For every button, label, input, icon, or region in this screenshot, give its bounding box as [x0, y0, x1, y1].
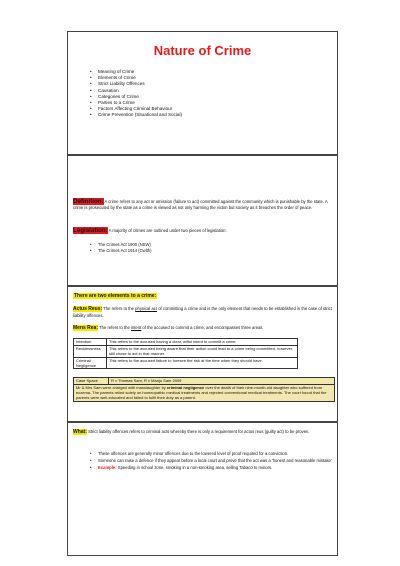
table-cell: Criminal Negligence [74, 357, 107, 369]
mens-rea-label: Mens Rea: [73, 325, 99, 331]
list-item: • Parties to a Crime [98, 100, 182, 106]
list-item: • These offences are generally minor offences due to the lowered level of proof required for a conviction. [98, 451, 334, 457]
legislation-label: Legislation: [73, 227, 108, 234]
table-cell: Recklessness [74, 345, 107, 357]
list-item: • Meaning of Crime [98, 69, 182, 75]
case-bold: criminal negligence [166, 385, 205, 391]
list-item: • Factors Affecting Criminal Behaviour [98, 106, 182, 112]
table-cell: This refers to the accused being aware that their action could lead to a crime being committed, however, still chose to act in that manner. [107, 345, 298, 357]
actus-text-end: of committing a crime and is the only element that needs to be established in the case of strict liability offences. [73, 306, 332, 318]
mens-text: The refers to the [99, 325, 131, 330]
case-study-table [73, 377, 335, 402]
table-row [74, 357, 298, 369]
definition-paragraph [73, 199, 333, 210]
list-item: • Causation [98, 88, 182, 94]
table-row [74, 378, 335, 385]
legislation-paragraph [73, 228, 333, 234]
mens-rea-paragraph [73, 325, 335, 332]
case-label: Case Space [74, 378, 109, 385]
table-row [74, 345, 298, 357]
slide-nature-of-crime [67, 31, 338, 155]
definition-label: Definition: [73, 198, 104, 205]
definition-text: A crime refers to any act or omission (failure to act) committed against the community which is punishable by the state. A crime is prosecuted by the state as a crime is viewed as not only harming the victim but society as it breaches the order of peace. [73, 199, 328, 210]
list-item: • Someone can raise a defence if they appear before a local court and prove that the act was a 'honest and reasonable mistake' [98, 458, 334, 464]
list-item: • Crime Prevention (Situational and Social) [98, 112, 182, 118]
table-cell: This refers to the accused failure to foresee the risk at the time when they should have. [107, 357, 298, 369]
list-item [98, 465, 334, 471]
case-text: Mr & Mrs Sam were charged with manslaughter by [76, 385, 167, 391]
what-text: Strict liability offences refers to criminal acts whereby there is only a requirement for actus reus (guilty act) to be proven. [88, 429, 310, 434]
case-description [74, 384, 335, 401]
actus-reus-paragraph [73, 306, 335, 318]
mens-text-end: of the accused to commit a crime, and encompasses three areas [141, 325, 263, 330]
list-item: • The Crimes Act 1900 (NSW) [98, 242, 152, 248]
table-cell: This refers to the accused having a clear, wilful intent to commit a crime. [107, 339, 298, 346]
table-row [74, 339, 298, 346]
example-text: Speeding in school zone, smoking in a non-smoking area, selling Tabaco to minors. [116, 465, 273, 471]
legislation-text: A majority of crimes are outlined under two pieces of legislation: [108, 228, 227, 233]
topic-list [98, 69, 182, 119]
slide-elements-of-crime [67, 286, 338, 422]
actus-reus-label: Actus Reus: [73, 306, 103, 312]
slide-strict-liability [67, 422, 338, 556]
what-paragraph [73, 429, 335, 436]
table-cell: Intention [74, 339, 107, 346]
mens-rea-table [73, 338, 298, 369]
list-item: • The Crimes Act 1914 (Cwlth) [98, 248, 152, 254]
slide-title: Nature of Crime [153, 43, 252, 58]
example-label: Example: [98, 465, 117, 471]
list-item: • Categories of Crime [98, 94, 182, 100]
mens-underlined: intent [131, 325, 142, 330]
case-text-end: over the death of their nine-month-old daughter who suffered from eczema. The parents relied solely on homeopathic medical treatments and rejected conventional medical treatments. The court found that the parents were well-educated and failed to fulfil their duty as a parent. [76, 385, 327, 401]
strict-liability-points [98, 451, 334, 472]
actus-underlined: physical act [135, 306, 158, 311]
what-label: What: [73, 429, 87, 435]
list-item: • Strict Liability Offences [98, 81, 182, 87]
acts-list [98, 242, 152, 254]
list-item: • Elements of Crime [98, 75, 182, 81]
elements-heading: There are two elements to a crime: [74, 293, 157, 299]
table-row [74, 384, 335, 401]
slide-definition [67, 155, 338, 286]
case-name: R v Thomas Sam, R v Manju Sam 2009 [109, 378, 335, 385]
actus-text: The refers to the [103, 306, 136, 311]
